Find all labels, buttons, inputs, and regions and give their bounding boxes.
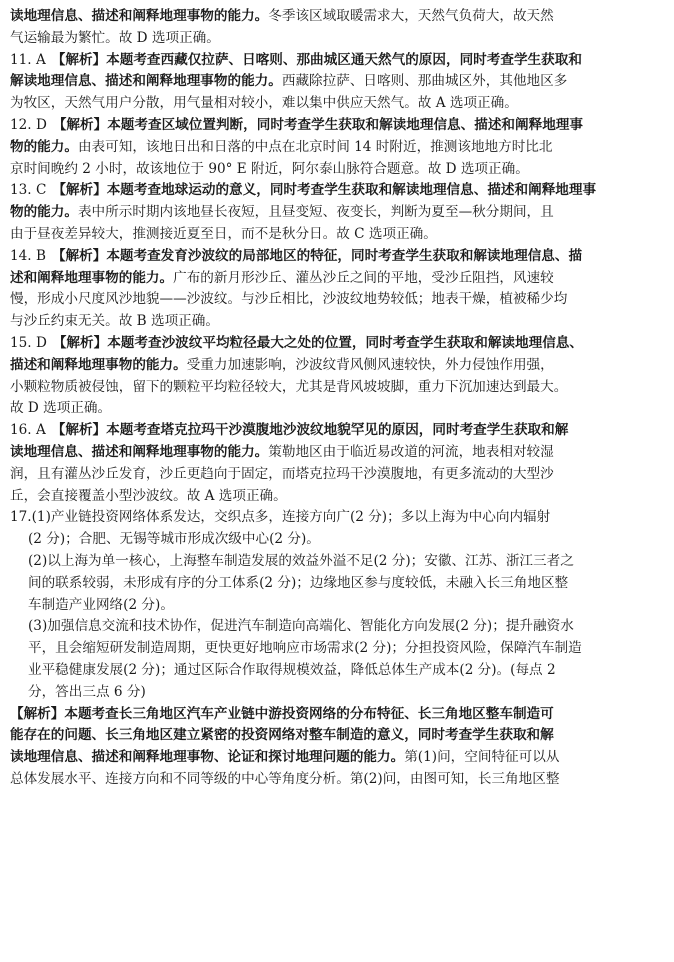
q14-line-4 <box>10 311 660 333</box>
q17-answer-3-text-2: 平，且会缩短研发制造周期，更快更好地响应市场需求(2 分)；分担投资风险，保障汽车制造 <box>28 640 582 657</box>
q11-text-3: 为牧区，天然气用户分散，用气量相对较小，难以集中供应天然气。故 A 选项正确。 <box>10 95 518 112</box>
q16-analysis-tag: 【解析】 <box>51 422 107 439</box>
q15-line-1 <box>10 333 660 355</box>
q12-bold-text-2: 物的能力。 <box>10 138 78 155</box>
q13-text-3: 由于昼夜差异较大，推测接近夏至日，而不是秋分日。故 C 选项正确。 <box>10 225 437 242</box>
q16-text-4: 丘，会直接覆盖小型沙波纹。故 A 选项正确。 <box>10 487 287 504</box>
q15-text: 受重力加速影响，沙波纹背风侧风速较快，外力侵蚀作用强， <box>186 356 554 373</box>
carry-line-1 <box>10 6 660 28</box>
q17-explain-line-3 <box>10 747 660 769</box>
q17-explain-text-3: 第(1)问，空间特征可以从 <box>404 749 560 766</box>
carry-text: 冬季该区域取暖需求大，天然气负荷大，故天然 <box>268 8 554 24</box>
carry-text-2: 气运输最为繁忙。故 D 选项正确。 <box>10 29 220 46</box>
q17-analysis-tag: 【解析】 <box>10 705 65 722</box>
q11-line-3 <box>10 93 660 115</box>
q12-line-3 <box>10 159 660 181</box>
q13-text: 表中所示时期内该地昼长夜短，且昼变短、夜变长，判断为夏至—秋分期间，且 <box>77 204 554 221</box>
q13-bold-text: 本题考查地球运动的意义，同时考查学生获取和解读地理信息、描述和阐释地理事 <box>106 182 597 199</box>
q17-answer-3-text: (3)加强信息交流和技术协作，促进汽车制造向高端化、智能化方向发展(2 分)；提升融资水 <box>28 618 574 635</box>
q11-analysis-tag: 【解析】 <box>51 51 107 68</box>
q13-number: 13. C <box>10 182 47 199</box>
q17-explain-bold-3: 读地理信息、描述和阐释地理事物、论证和探讨地理问题的能力。 <box>10 749 405 766</box>
q17-line-3 <box>10 551 660 573</box>
q16-bold-text-2: 读地理信息、描述和阐释地理事物的能力。 <box>10 443 269 460</box>
q16-bold-text: 本题考查塔克拉玛干沙漠腹地沙波纹地貌罕见的原因，同时考查学生获取和解 <box>106 422 569 439</box>
q16-text-3: 润，且有灌丛沙丘发育，沙丘更趋向于固定，而塔克拉玛干沙漠腹地，有更多流动的大型沙 <box>10 465 554 482</box>
q17-answer-1-text: (1)产业链投资网络体系发达，交织点多，连接方向广(2 分)；多以上海为中心向内辐射 <box>31 509 551 526</box>
q14-text: 广布的新月形沙丘、灌丛沙丘之间的平地，受沙丘阻挡，风速较 <box>173 269 554 286</box>
q17-line-6 <box>10 616 660 638</box>
carry-line-2 <box>10 28 660 50</box>
q13-bold-text-2: 物的能力。 <box>10 204 78 221</box>
q14-number: 14. B <box>10 247 46 264</box>
q17-explain-line-1 <box>10 704 660 726</box>
q15-line-2 <box>10 355 660 377</box>
q16-number: 16. A <box>10 422 46 439</box>
q17-line-2 <box>10 529 660 551</box>
q15-analysis-tag: 【解析】 <box>52 334 108 351</box>
q14-text-4: 与沙丘约束无关。故 B 选项正确。 <box>10 313 219 330</box>
q14-line-2 <box>10 268 660 290</box>
q11-line-2 <box>10 71 660 93</box>
q17-answer-3-text-3: 业平稳健康发展(2 分)；通过区际合作取得规模效益，降低总体生产成本(2 分)。(每点 2 <box>28 661 556 678</box>
q13-analysis-tag: 【解析】 <box>52 182 107 199</box>
q12-text-3: 京时间晚约 2 小时，故该地位于 90° E 附近，阿尔泰山脉符合题意。故 D 选项正确。 <box>10 160 529 177</box>
q17-answer-1-text-2: (2 分)；合肥、无锡等城市形成次级中心(2 分)。 <box>28 531 320 548</box>
q15-number: 15. D <box>10 334 47 351</box>
q17-answer-2-text-3: 车制造产业网络(2 分)。 <box>28 596 174 613</box>
q16-line-1 <box>10 420 660 442</box>
q13-line-3 <box>10 224 660 246</box>
q15-bold-text-2: 描述和阐释地理事物的能力。 <box>10 356 187 373</box>
q14-bold-text-2: 述和阐释地理事物的能力。 <box>10 269 174 286</box>
q15-text-4: 故 D 选项正确。 <box>10 400 112 417</box>
q17-explain-line-2 <box>10 725 660 747</box>
q14-bold-text: 本题考查发育沙波纹的局部地区的特征，同时考查学生获取和解读地理信息、描 <box>106 247 583 264</box>
q14-analysis-tag: 【解析】 <box>51 247 107 264</box>
q11-line-1 <box>10 50 660 72</box>
q15-line-3 <box>10 377 660 399</box>
q16-line-3 <box>10 464 660 486</box>
q17-answer-2-text: (2)以上海为单一核心，上海整车制造发展的效益外溢不足(2 分)；安徽、江苏、浙江三者之 <box>28 552 574 569</box>
q11-bold-text-2: 解读地理信息、描述和阐释地理事物的能力。 <box>10 73 282 90</box>
q12-number: 12. D <box>10 116 47 133</box>
q13-line-1 <box>10 180 660 202</box>
q17-number: 17. <box>10 509 32 526</box>
q17-line-7 <box>10 638 660 660</box>
q17-explain-bold-2: 能存在的问题、长三角地区建立紧密的投资网络对整车制造的意义，同时考查学生获取和解 <box>10 727 554 744</box>
q12-analysis-tag: 【解析】 <box>52 116 108 133</box>
q17-answer-3-text-4: 分，答出三点 6 分) <box>28 683 146 700</box>
q13-line-2 <box>10 202 660 224</box>
q14-line-1 <box>10 246 660 268</box>
q12-line-1 <box>10 115 660 137</box>
q17-line-1 <box>10 507 660 529</box>
q12-bold-text: 本题考查区域位置判断，同时考查学生获取和解读地理信息、描述和阐释地理事 <box>107 116 583 133</box>
q17-explain-line-4 <box>10 769 660 791</box>
q17-line-4 <box>10 573 660 595</box>
q17-explain-bold: 本题考查长三角地区汽车产业链中游投资网络的分布特征、长三角地区整车制造可 <box>64 705 554 722</box>
q17-answer-2-text-2: 间的联系较弱，未形成有序的分工体系(2 分)；边缘地区参与度较低，未融入长三角地区整 <box>28 574 569 591</box>
q16-line-4 <box>10 486 660 508</box>
q16-text: 策勒地区由于临近易改道的河流，地表相对较湿 <box>268 443 554 460</box>
q17-line-9 <box>10 682 660 704</box>
q11-bold-text: 本题考查西藏仅拉萨、日喀则、那曲城区通天然气的原因，同时考查学生获取和 <box>106 51 582 68</box>
q12-line-2 <box>10 137 660 159</box>
q14-text-3: 慢，形成小尺度风沙地貌——沙波纹。与沙丘相比，沙波纹地势较低；地表干燥，植被稀少均 <box>10 291 568 308</box>
carry-bold-text: 读地理信息、描述和阐释地理事物的能力。 <box>10 8 269 24</box>
q11-number: 11. A <box>10 51 46 68</box>
q12-text: 由表可知，该地日出和日落的中点在北京时间 14 时附近，推测该地地方时比北 <box>77 138 553 155</box>
q16-line-2 <box>10 442 660 464</box>
q11-text: 西藏除拉萨、日喀则、那曲城区外，其他地区多 <box>281 73 568 90</box>
q17-explain-text-4: 总体发展水平、连接方向和不同等级的中心等角度分析。第(2)问，由图可知，长三角地区整 <box>10 770 560 787</box>
q15-text-3: 小颗粒物质被侵蚀，留下的颗粒平均粒径较大，尤其是背风坡坡脚，重力下沉加速达到最大。 <box>10 378 568 395</box>
q15-line-4 <box>10 398 660 420</box>
q15-bold-text: 本题考查沙波纹平均粒径最大之处的位置，同时考查学生获取和解读地理信息、 <box>107 334 583 351</box>
q17-line-8 <box>10 660 660 682</box>
q14-line-3 <box>10 289 660 311</box>
q17-line-5 <box>10 595 660 617</box>
